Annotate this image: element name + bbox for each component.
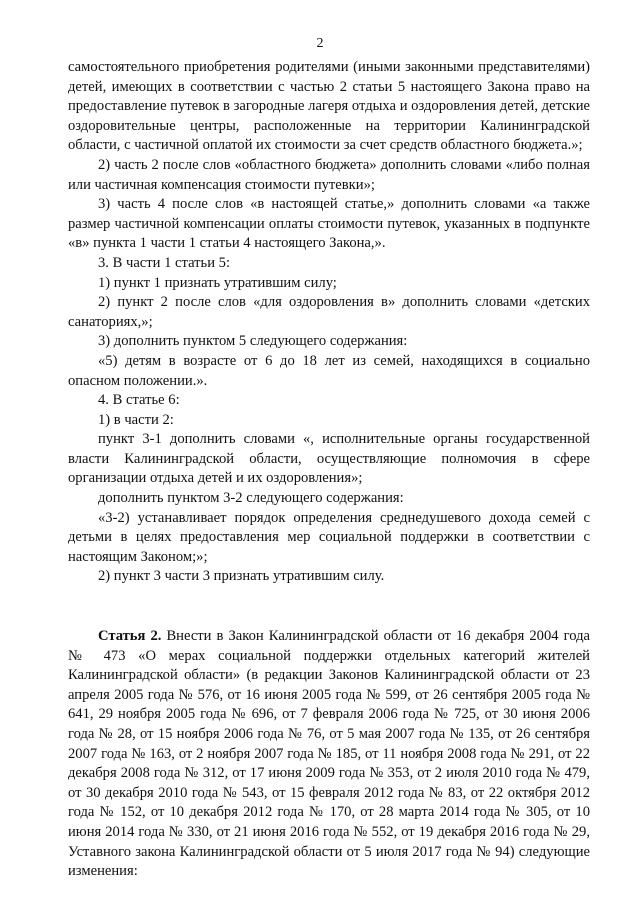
paragraph: «5) детям в возрасте от 6 до 18 лет из семей, находящихся в социально опасном положении.». <box>68 352 590 389</box>
document-body <box>68 58 590 882</box>
article-paragraph <box>68 627 590 882</box>
paragraph: 2) пункт 2 после слов «для оздоровления в» дополнить словами «детских санаториях,»; <box>68 294 590 330</box>
paragraph: 4. В статье 6: <box>98 392 180 409</box>
article-label: Статья 2. <box>98 628 162 645</box>
paragraph: дополнить пунктом 3-2 следующего содержания: <box>98 490 404 507</box>
paragraph: 3) часть 4 после слов «в настоящей статье,» дополнить словами «а также размер частичной компенсации оплаты стоимости путевок, указанных в подпункте «в» пункта 1 части 1 статьи 4 настоящего Закона,». <box>68 196 590 252</box>
paragraph: 3. В части 1 статьи 5: <box>98 254 231 271</box>
article-text: Внести в Закон Калининградской области от 16 декабря 2004 года № 473 «О мерах социальной поддержки отдельных категорий жителей Калининградской области» (в редакции Законов Калининградской области от 23 апреля 2005 года № 576, от 16 июня 2005 года № 599, от 26 сентября 2005 года № 641, 29 ноября 2005 года № 696, от 7 февраля 2006 года № 725, от 30 июня 2006 года № 28, от 15 ноября 2006 года № 76, от 5 мая 2007 года № 135, от 26 сентября 2007 года № 163, от 2 ноября 2007 года № 185, от 11 ноября 2008 года № 291, от 22 декабря 2008 года № 312, от 17 июня 2009 года № 353, от 2 июля 2010 года № 479, от 30 декабря 2010 года № 543, от 15 февраля 2012 года № 83, от 22 октября 2012 года № 152, от 10 декабря 2012 года № 170, от 28 марта 2014 года № 305, от 10 июня 2014 года № 330, от 21 июня 2016 года № 552, от 19 декабря 2016 года № 29, Уставного закона Калининградской области от 5 июля 2017 года № 94) следующие изменения: <box>68 628 590 880</box>
paragraph: 2) пункт 3 части 3 признать утратившим силу. <box>98 568 385 585</box>
paragraph: самостоятельного приобретения родителями (иными законными представителями) детей, имеющих в соответствии с частью 2 статьи 5 настоящего Закона право на предоставление путевок в загородные лагеря отдыха и оздоровления детей, детские оздоровительные центры, расположенные на территории Калининградской области, с частичной оплатой их стоимости за счет средств областного бюджета.»; <box>68 59 590 154</box>
paragraph: пункт 3-1 дополнить словами «, исполнительные органы государственной власти Калининградской области, осуществляющие полномочия в сфере организации отдыха детей и их оздоровления»; <box>68 431 590 487</box>
spacer <box>68 607 590 627</box>
paragraph: 1) пункт 1 признать утратившим силу; <box>98 274 337 291</box>
paragraph: 2) часть 2 после слов «областного бюджета» дополнить словами «либо полная или частичная компенсация стоимости путевки»; <box>68 156 590 193</box>
spacer <box>68 587 590 607</box>
paragraph: 1) в части 2: <box>98 411 174 428</box>
paragraph: 3) дополнить пунктом 5 следующего содержания: <box>98 333 408 350</box>
paragraph: «3-2) устанавливает порядок определения среднедушевого дохода семей с детьми в целях предоставления мер социальной поддержки в соответствии с настоящим Законом;»; <box>68 509 590 565</box>
page-number: 2 <box>316 36 324 51</box>
